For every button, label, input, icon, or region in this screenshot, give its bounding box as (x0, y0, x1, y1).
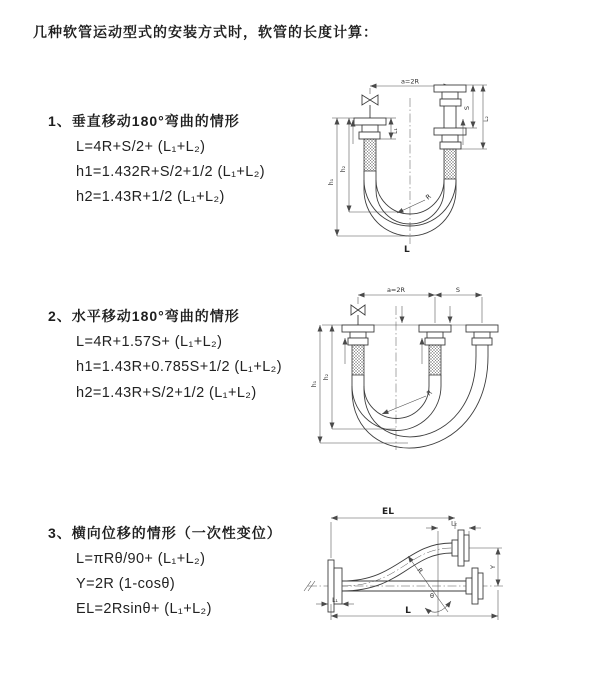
radius-callout (382, 388, 434, 414)
dim-label-h1: h₁ (311, 380, 318, 388)
diagram-horizontal-180-bend (308, 278, 600, 473)
dim-label-h2: h₂ (340, 165, 347, 173)
angle-label: θ (430, 592, 434, 600)
lower-right-flange-assembly (466, 568, 483, 604)
section-1-formula-h2: h2=1.43R+1/2 (L₁+L₂) (76, 189, 225, 205)
dimension-l1 (316, 597, 354, 604)
dimension-a2r (358, 286, 435, 323)
dim-label-s: S (463, 105, 471, 111)
upper-right-flange-assembly (452, 530, 469, 566)
middle-flange-assembly (419, 325, 451, 386)
hose-u-bend-position2 (352, 356, 488, 448)
dim-label-a2r: a=2R (400, 77, 420, 86)
section-1-formula-h1: h1=1.432R+S/2+1/2 (L₁+L₂) (76, 164, 266, 180)
right-flange-assembly (434, 85, 466, 190)
dim-label-l2: L₂ (451, 520, 457, 528)
radius-label: R (415, 566, 425, 575)
dim-label-l1: L₁ (332, 597, 338, 604)
section-1-formula-L: L=4R+S/2+ (L₁+L₂) (76, 139, 206, 155)
dim-label-h1: h₁ (328, 178, 335, 186)
dim-label-l1: L₁ (392, 128, 399, 134)
radius-label: R (424, 192, 433, 202)
left-flange-assembly (342, 325, 374, 390)
diagram-vertical-180-bend (315, 72, 600, 267)
section-3-formula-EL: EL=2Rsinθ+ (L₁+L₂) (76, 601, 212, 617)
section-2-formula-h1: h1=1.43R+0.785S+1/2 (L₁+L₂) (76, 359, 282, 375)
hose-displaced-position (342, 543, 452, 591)
dimension-s (435, 286, 482, 323)
length-label: L (404, 245, 410, 255)
valve-icon (351, 305, 365, 325)
dimension-el (331, 507, 455, 558)
dim-label-s: S (455, 286, 461, 294)
right-flange-assembly (466, 325, 498, 356)
dim-label-el: EL (382, 507, 394, 517)
radius-label: R (425, 388, 434, 398)
section-3-heading: 3、横向位移的情形（一次性变位） (48, 525, 282, 541)
page-title: 几种软管运动型式的安装方式时，软管的长度计算： (33, 24, 378, 40)
dim-label-y: Y (489, 565, 497, 569)
dim-label-h2: h₂ (323, 373, 330, 381)
section-1-heading: 1、垂直移动180°弯曲的情形 (48, 113, 240, 129)
section-2-formula-h2: h2=1.43R+S/2+1/2 (L₁+L₂) (76, 385, 257, 401)
radius-callout (408, 556, 448, 612)
left-flange-assembly (328, 560, 342, 612)
radius-callout (397, 192, 433, 213)
diagram-lateral-displacement (298, 498, 600, 658)
section-2-heading: 2、水平移动180°弯曲的情形 (48, 308, 240, 324)
valve-icon (362, 95, 378, 118)
dim-label-l2: L₂ (483, 116, 490, 122)
dimension-l2 (461, 85, 490, 149)
dim-label-l: L (405, 606, 411, 616)
section-3-formula-L: L=πRθ/90+ (L₁+L₂) (76, 551, 206, 567)
dim-label-a2r: a=2R (386, 286, 406, 294)
section-2-formula-L: L=4R+1.57S+ (L₁+L₂) (76, 334, 223, 350)
left-flange-assembly (354, 118, 386, 190)
section-3-formula-Y: Y=2R (1-cosθ) (76, 576, 176, 592)
